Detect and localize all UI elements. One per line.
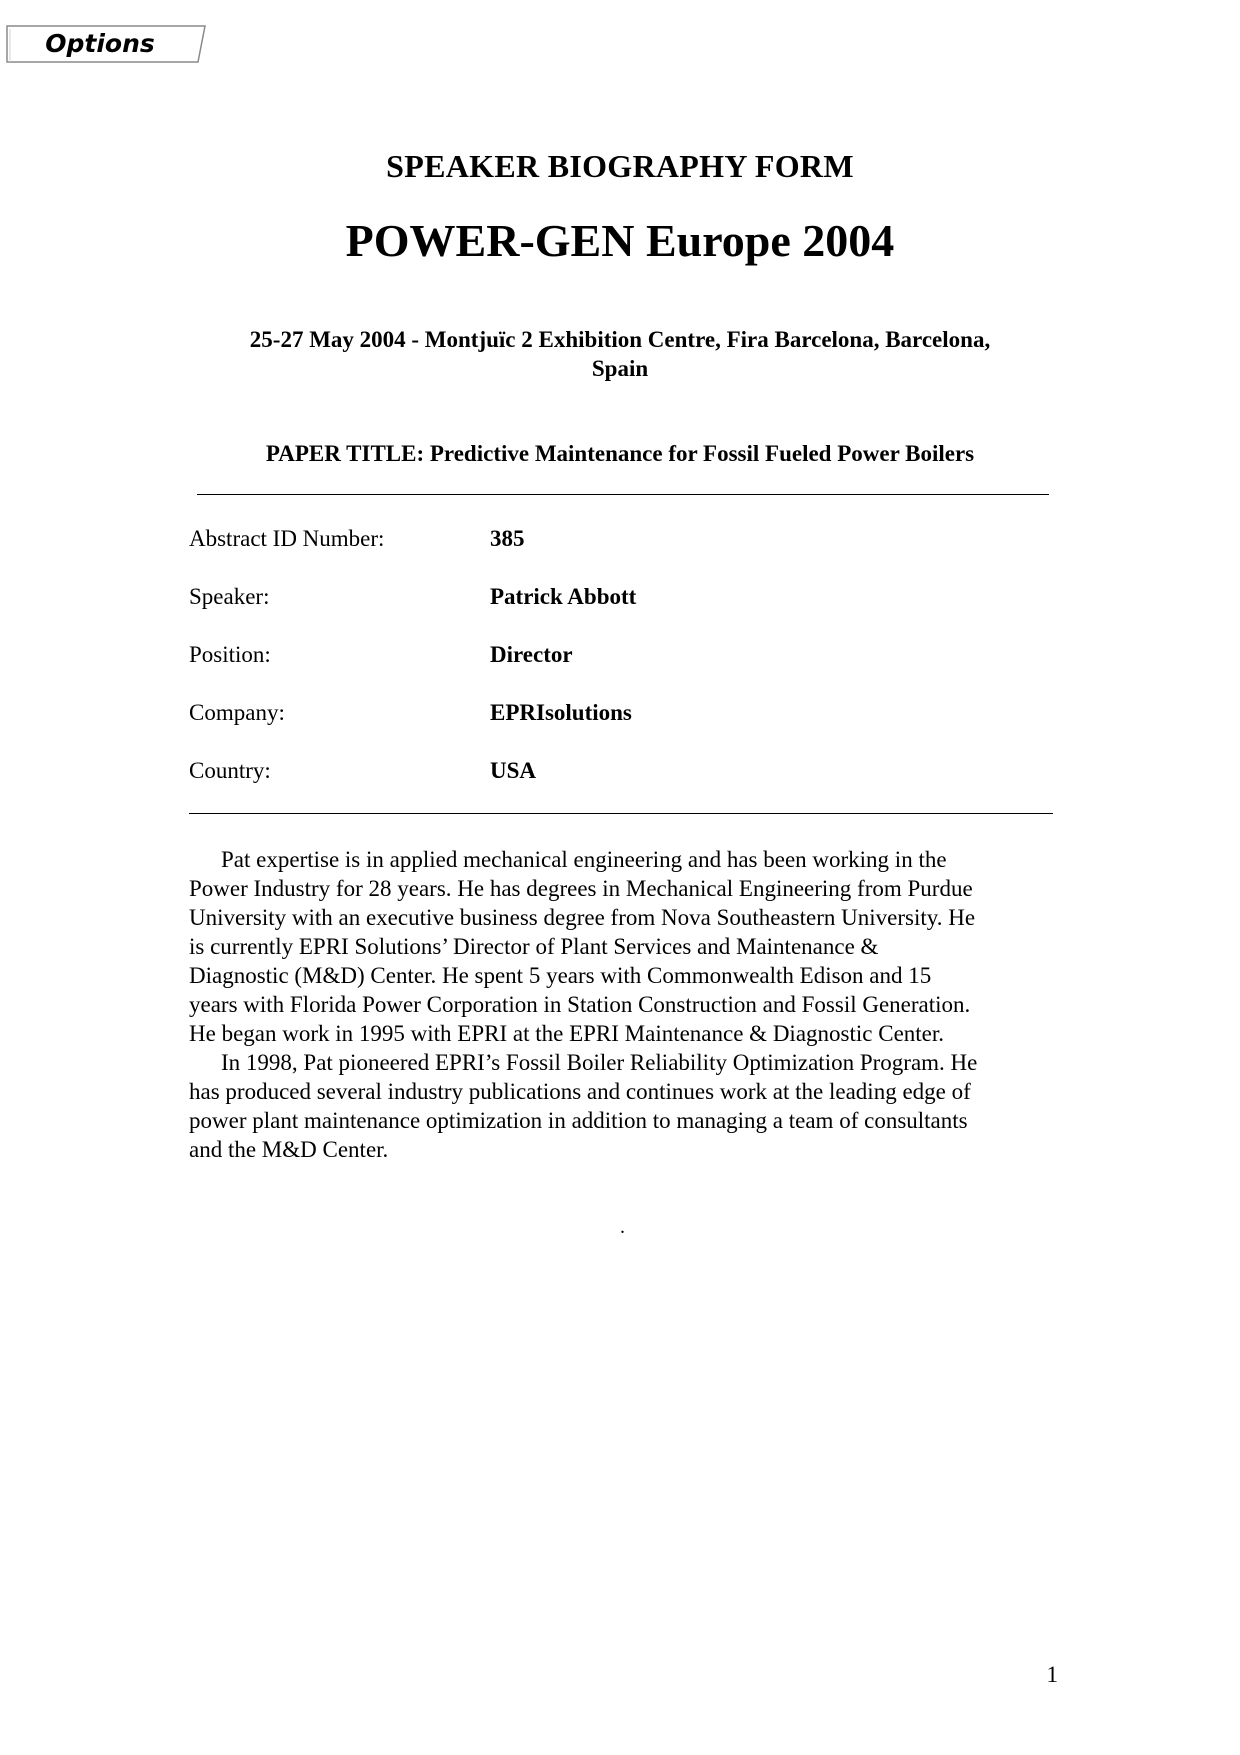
bio-line: years with Florida Power Corporation in Station Construction and Fossil Generation. [189, 992, 971, 1017]
bio-line: University with an executive business degree from Nova Southeastern University. He [189, 905, 976, 930]
field-company [189, 700, 1049, 730]
field-position [189, 642, 1049, 672]
bio-line: has produced several industry publications and continues work at the leading edge of [189, 1079, 971, 1104]
bio-line: In 1998, Pat pioneered EPRI’s Fossil Boiler Reliability Optimization Program. He [221, 1050, 978, 1075]
field-value: EPRIsolutions [490, 700, 632, 725]
field-value: USA [490, 758, 537, 783]
bio-line: Power Industry for 28 years. He has degrees in Mechanical Engineering from Purdue [189, 876, 973, 901]
field-label: Company: [189, 700, 285, 725]
field-speaker [189, 584, 1049, 614]
page-number: 1 [1046, 1662, 1058, 1687]
bio-paragraph-2 [189, 1048, 1059, 1164]
bio-line: is currently EPRI Solutions’ Director of Plant Services and Maintenance & [189, 934, 879, 959]
options-label: Options [45, 29, 155, 58]
bio-paragraph-1 [189, 845, 1059, 1048]
bio-line: He began work in 1995 with EPRI at the EPRI Maintenance & Diagnostic Center. [189, 1021, 945, 1046]
event-dates-location [200, 325, 1040, 383]
bio-line: Diagnostic (M&D) Center. He spent 5 years with Commonwealth Edison and 15 [189, 963, 932, 988]
event-dates-line-1: 25-27 May 2004 - Montjuïc 2 Exhibition Centre, Fira Barcelona, Barcelona, [249, 327, 991, 352]
divider-bottom [189, 813, 1053, 814]
field-label: Abstract ID Number: [189, 526, 385, 551]
field-label: Country: [189, 758, 271, 783]
field-value: Patrick Abbott [490, 584, 637, 609]
field-value: 385 [490, 526, 525, 551]
divider-top [197, 494, 1049, 495]
event-title: POWER-GEN Europe 2004 [345, 215, 895, 266]
field-label: Position: [189, 642, 271, 667]
paper-title: PAPER TITLE: Predictive Maintenance for Fossil Fueled Power Boilers [265, 441, 975, 466]
bio-line: power plant maintenance optimization in addition to managing a team of consultants [189, 1108, 968, 1133]
options-button[interactable] [6, 24, 206, 64]
stray-dot: . [620, 1216, 625, 1238]
form-title: SPEAKER BIOGRAPHY FORM [386, 148, 854, 184]
speaker-biography [189, 845, 1059, 1164]
event-dates-line-2: Spain [591, 356, 649, 381]
bio-line: Pat expertise is in applied mechanical engineering and has been working in the [221, 847, 947, 872]
field-country [189, 758, 1049, 788]
field-value: Director [490, 642, 573, 667]
field-abstract-id [189, 526, 1049, 556]
bio-line: and the M&D Center. [189, 1137, 389, 1162]
field-label: Speaker: [189, 584, 270, 609]
